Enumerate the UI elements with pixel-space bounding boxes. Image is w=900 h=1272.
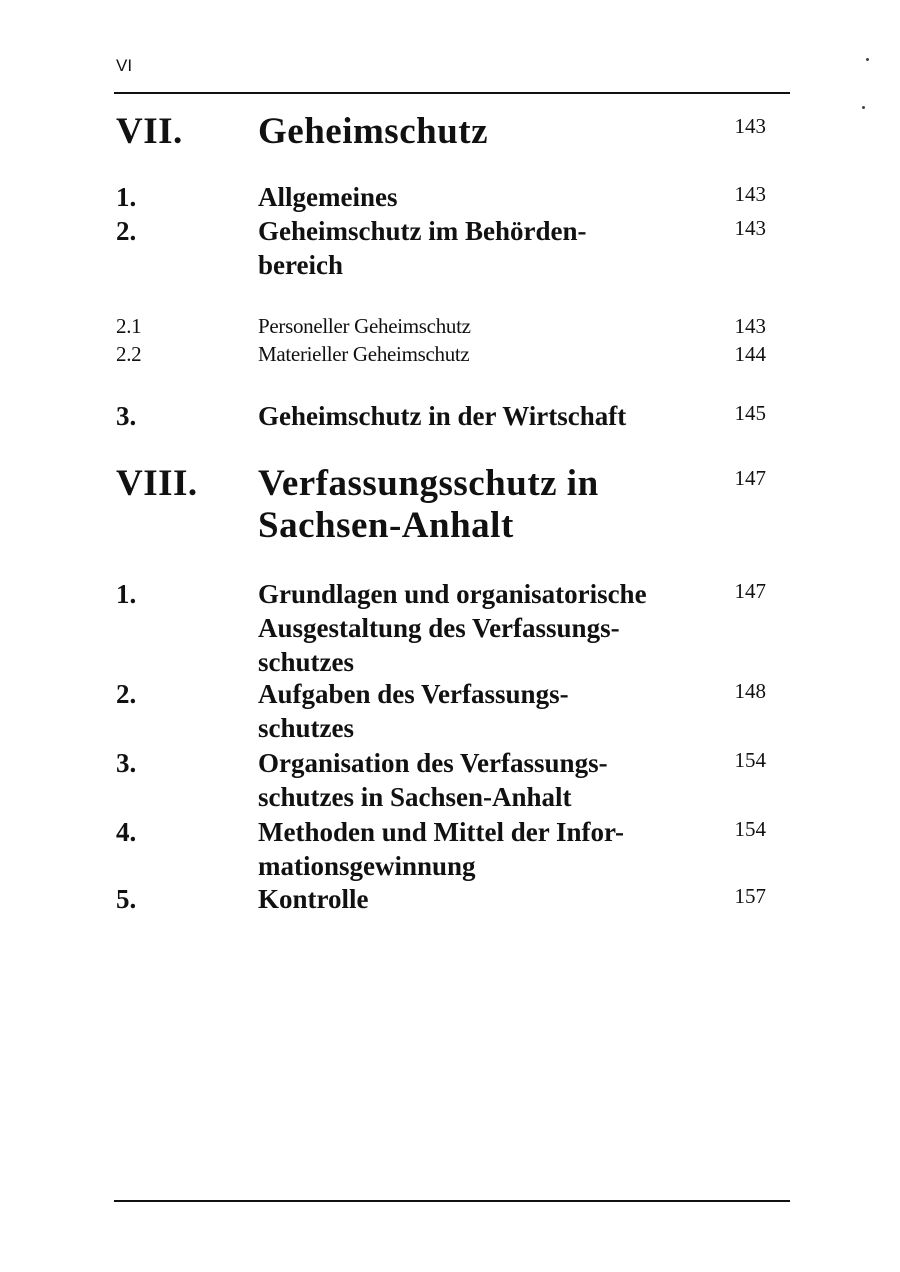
toc-number: 2. xyxy=(116,216,137,246)
toc-title: Sachsen-Anhalt xyxy=(258,505,514,546)
toc-page: 143 xyxy=(734,114,766,138)
toc-number: 1. xyxy=(116,579,137,609)
toc-title: schutzes in Sachsen-Anhalt xyxy=(258,782,572,812)
toc-page: 145 xyxy=(734,401,766,425)
toc-title: Methoden und Mittel der Infor- xyxy=(258,817,624,847)
toc-page: 143 xyxy=(734,314,766,338)
toc-title: Personeller Geheimschutz xyxy=(258,314,471,338)
toc-title: Kontrolle xyxy=(258,884,369,914)
toc-page: 157 xyxy=(734,884,766,908)
toc-title: Geheimschutz im Behörden- xyxy=(258,216,587,246)
toc-title: schutzes xyxy=(258,647,354,677)
toc-page: 154 xyxy=(734,748,766,772)
toc-number: 3. xyxy=(116,748,137,778)
toc-number: 1. xyxy=(116,182,137,212)
toc-page: 147 xyxy=(734,579,766,603)
toc-page: 154 xyxy=(734,817,766,841)
scan-speck xyxy=(862,106,865,109)
toc-title: Grundlagen und organisatorische xyxy=(258,579,647,609)
toc-title: Ausgestaltung des Verfassungs- xyxy=(258,613,620,643)
toc-number: 2. xyxy=(116,679,137,709)
footer-rule xyxy=(114,1200,790,1202)
toc-page: 144 xyxy=(734,342,766,366)
toc-title: Materieller Geheimschutz xyxy=(258,342,470,366)
toc-title: mationsgewinnung xyxy=(258,851,476,881)
toc-title: Allgemeines xyxy=(258,182,398,212)
toc-page: 143 xyxy=(734,182,766,206)
header-rule xyxy=(114,92,790,94)
toc-title: Verfassungsschutz in xyxy=(258,463,599,504)
toc-title: Geheimschutz in der Wirtschaft xyxy=(258,401,627,431)
toc-number: VII. xyxy=(116,111,183,152)
toc-page: 147 xyxy=(734,466,766,490)
toc-title: Organisation des Verfassungs- xyxy=(258,748,608,778)
scan-speck xyxy=(866,58,869,61)
toc-number: 5. xyxy=(116,884,137,914)
toc-page: 148 xyxy=(734,679,766,703)
toc-number: 2.2 xyxy=(116,342,142,366)
toc-title: schutzes xyxy=(258,713,354,743)
toc-title: Geheimschutz xyxy=(258,111,489,152)
toc-number: 2.1 xyxy=(116,314,142,338)
toc-title: Aufgaben des Verfassungs- xyxy=(258,679,569,709)
toc-page: 143 xyxy=(734,216,766,240)
page-number: VI xyxy=(116,56,133,75)
toc-number: 3. xyxy=(116,401,137,431)
toc-number: 4. xyxy=(116,817,137,847)
toc-number: VIII. xyxy=(116,463,198,504)
toc-title: bereich xyxy=(258,250,343,280)
